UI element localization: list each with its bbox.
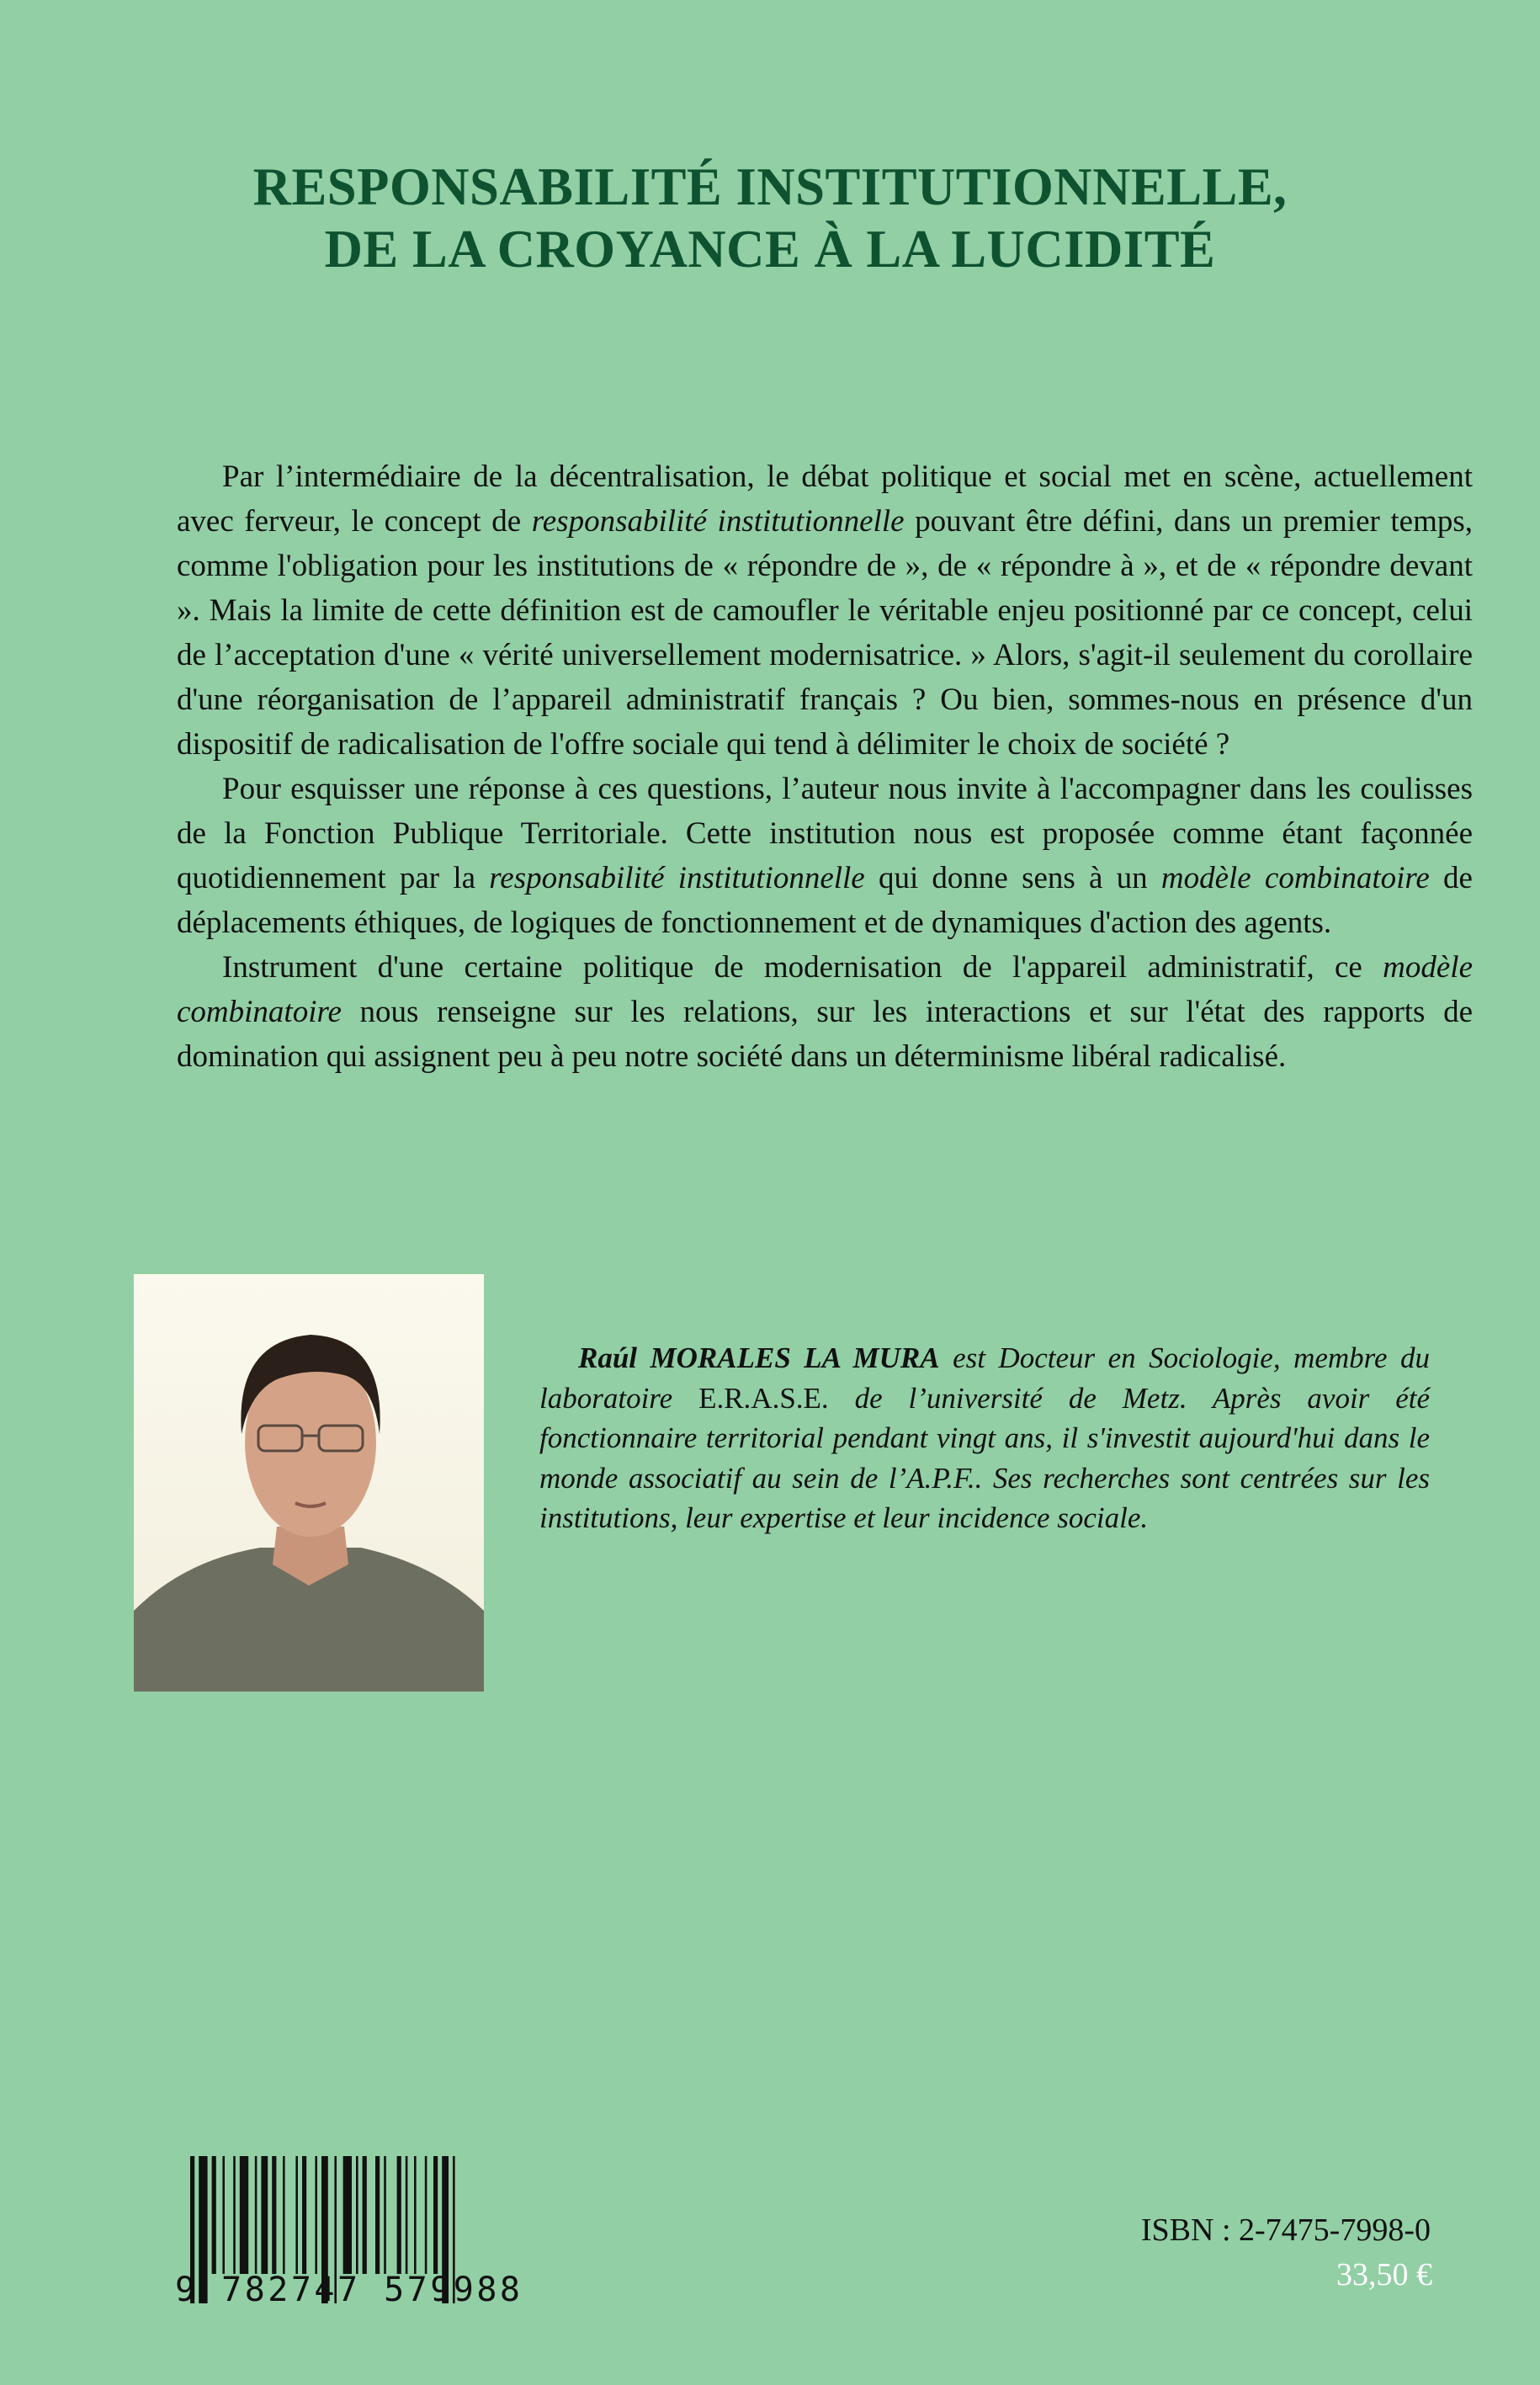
lab-name: E.R.A.S.E. [698, 1381, 829, 1415]
italic-term: modèle combinatoire [177, 950, 1473, 1029]
barcode-bar [334, 2156, 337, 2303]
barcode-bars [175, 2156, 528, 2303]
barcode-bar [212, 2156, 216, 2274]
barcode-bar [295, 2156, 298, 2274]
barcode [175, 2156, 528, 2303]
barcode-bar [302, 2156, 306, 2274]
barcode-bar [406, 2156, 408, 2274]
barcode-bar [261, 2156, 268, 2274]
barcode-bar [222, 2156, 225, 2274]
italic-term: modèle combinatoire [1160, 861, 1430, 895]
text: de déplacements éthiques, de logiques de fonctionnement et de dynamiques d'action des agents. [177, 861, 1473, 940]
barcode-bar [315, 2156, 317, 2274]
barcode-bar [240, 2156, 248, 2274]
barcode-bar [356, 2156, 358, 2274]
blurb-paragraph-3 [177, 945, 1473, 1079]
blurb [177, 454, 1473, 1079]
author-name: Raúl MORALES LA MURA [578, 1341, 940, 1374]
barcode-bar [343, 2156, 352, 2274]
text: est Docteur en Sociologie, membre du laboratoire [539, 1341, 1430, 1415]
italic-term: responsabilité institutionnelle [531, 504, 905, 539]
barcode-bar [414, 2156, 417, 2274]
barcode-bar [375, 2156, 380, 2274]
text: Par l’intermédiaire de la décentralisation, le débat politique et social met en scène, actuellement avec ferveur, le concept de [177, 459, 1473, 539]
barcode-bar [272, 2156, 276, 2274]
isbn: ISBN : 2-7475-7998-0 [1140, 2212, 1431, 2248]
text: nous renseigne sur les relations, sur les interactions et sur l'état des rapports de domination qui assignent peu à peu notre société dans un déterminisme libéral radicalisé. [177, 995, 1473, 1074]
barcode-digits: 9 782747 579988 [175, 2271, 520, 2303]
author-bio [539, 1338, 1430, 1538]
title-line-2: DE LA CROYANCE À LA LUCIDITÉ [324, 219, 1216, 279]
barcode-bar [363, 2156, 367, 2274]
author-photo [134, 1274, 484, 1692]
price: 33,50 € [1336, 2257, 1432, 2292]
barcode-bar [283, 2156, 285, 2274]
italic-term: responsabilité institutionnelle [489, 861, 865, 895]
barcode-bar [425, 2156, 427, 2274]
text: pouvant être défini, dans un premier temps, comme l'obligation pour les institutions de « répondre de », de « répondre à », et de « répondre devant ». Mais la limite de cette définition est de camoufler le véritable enjeu positionné par ce concept, celui de l’acceptation d'une « vérité universellement modernisatrice. » Alors, s'agit-il seulement du corollaire d'une réorganisation de l’appareil administratif français ? Ou bien, sommes-nous en présence d'un dispositif de radicalisation de l'offre sociale qui tend à délimiter le choix de société ? [177, 504, 1474, 762]
text: de l’université de Metz. Après avoir été fonctionnaire territorial pendant vingt ans, il s'investit aujourd'hui dans le monde associatif au sein de l’A.P.F.. Ses recherches sont centrées sur les institutions, leur expertise et leur incidence sociale. [539, 1381, 1430, 1534]
title-line-1: RESPONSABILITÉ INSTITUTIONNELLE, [252, 157, 1288, 216]
book-title [0, 156, 1540, 280]
text: Instrument d'une certaine politique de modernisation de l'appareil administratif, ce [222, 950, 1383, 985]
blurb-paragraph-2 [177, 767, 1473, 945]
text: Pour esquisser une réponse à ces questions, l’auteur nous invite à l'accompagner dans les coulisses de la Fonction Publique Territoriale. Cette institution nous est proposée comme étant façonnée quotidiennement par la [177, 772, 1473, 895]
text: qui donne sens à un [864, 861, 1161, 895]
barcode-bar [433, 2156, 438, 2274]
barcode-bar [384, 2156, 386, 2274]
barcode-bar [397, 2156, 401, 2274]
blurb-paragraph-1 [177, 454, 1473, 767]
barcode-bar [233, 2156, 236, 2274]
barcode-bar [255, 2156, 258, 2274]
